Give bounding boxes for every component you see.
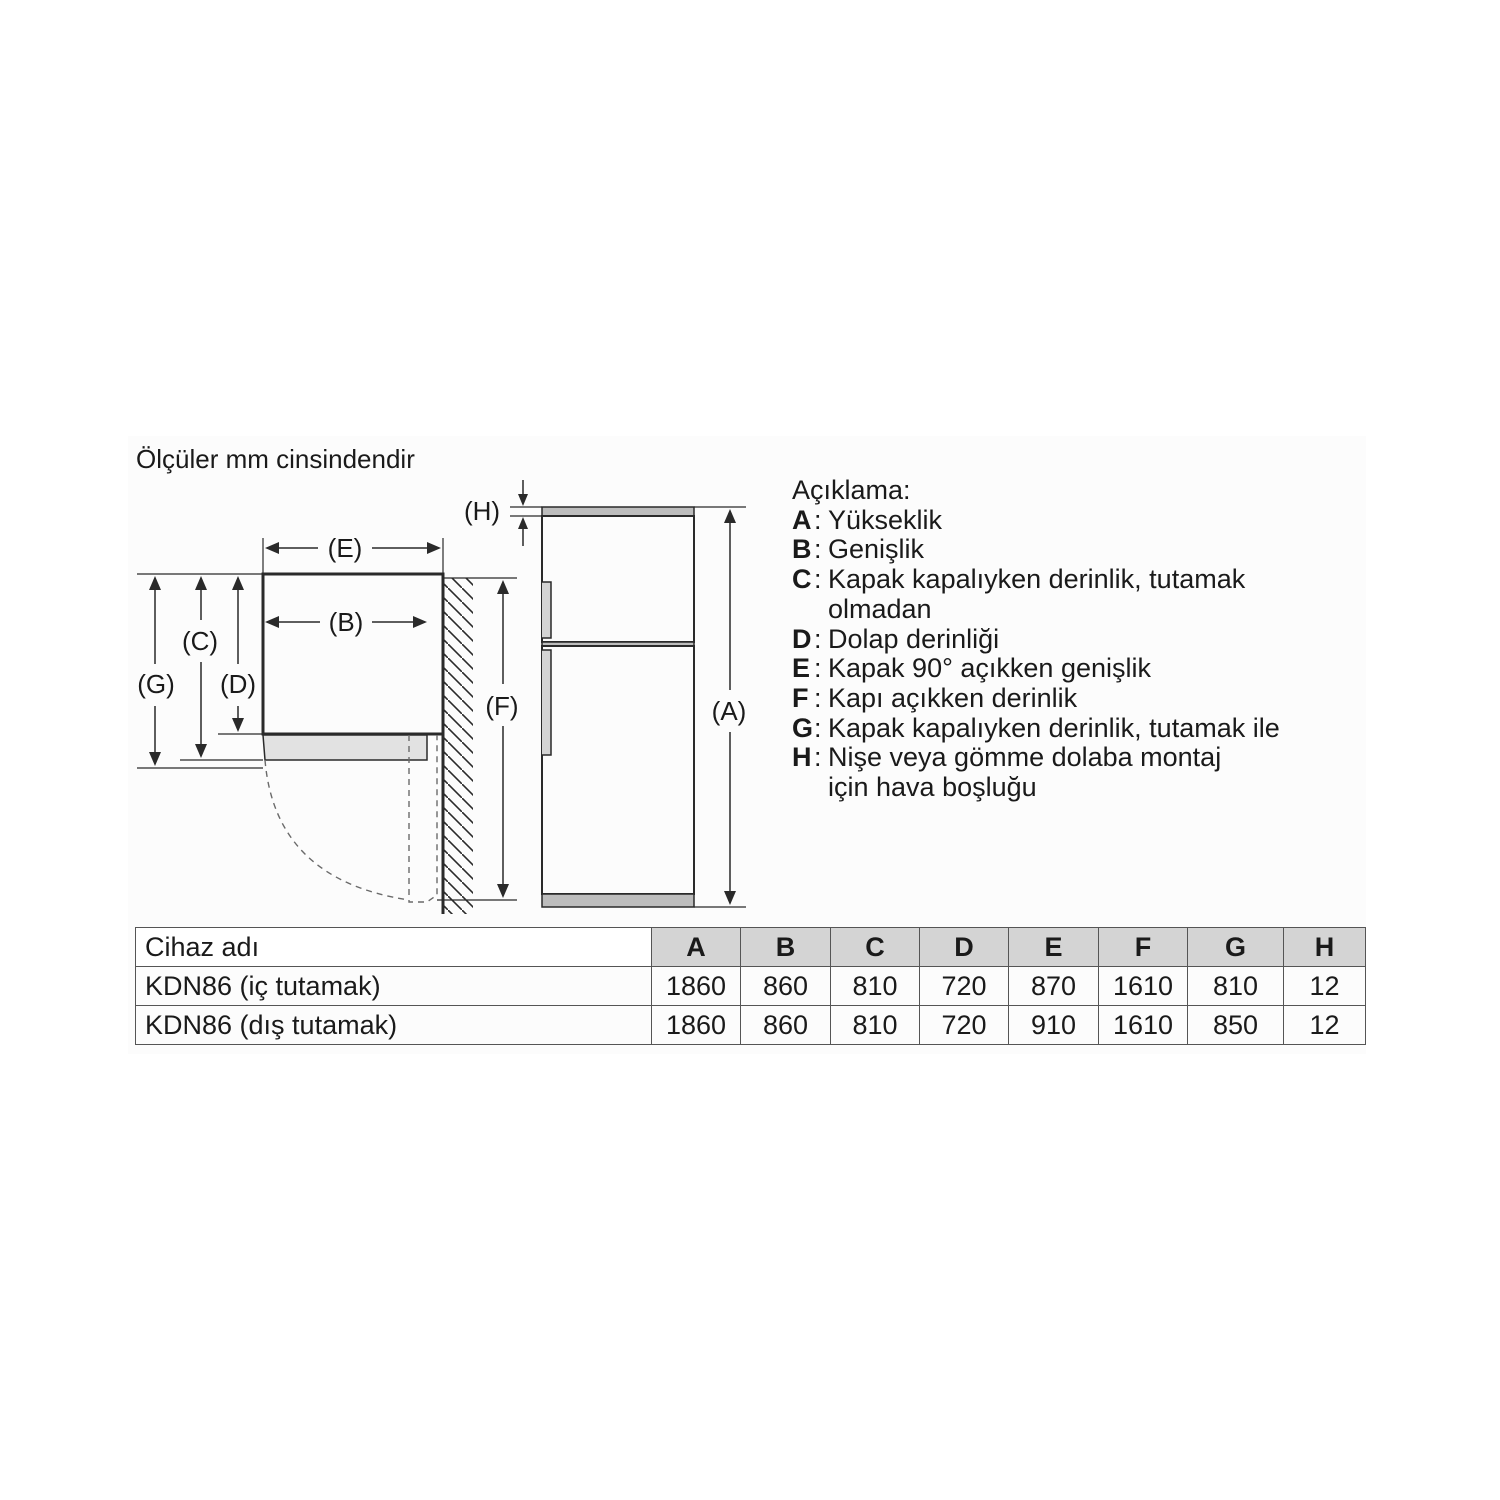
value-cell: 1610 — [1099, 967, 1188, 1006]
column-header: E — [1009, 928, 1099, 967]
value-cell: 860 — [741, 1006, 831, 1045]
column-header: G — [1188, 928, 1284, 967]
value-cell: 910 — [1009, 1006, 1099, 1045]
value-cell: 1860 — [652, 967, 741, 1006]
value-cell: 720 — [920, 967, 1009, 1006]
table-row — [136, 1006, 1366, 1045]
legend-text: Kapı açıkken derinlik — [828, 682, 1078, 713]
column-header-device-name: Cihaz adı — [136, 928, 652, 967]
legend-item-f: F : Kapı açıkken derinlik — [792, 684, 1338, 714]
device-name-cell: KDN86 (iç tutamak) — [136, 967, 652, 1006]
table-header-row — [136, 928, 1366, 967]
legend-text: Genişlik — [828, 534, 925, 565]
column-header: B — [741, 928, 831, 967]
dimension-d — [232, 576, 244, 732]
legend-item-g: G : Kapak kapalıyken derinlik, tutamak ile — [792, 714, 1338, 744]
fridge-handle — [542, 650, 551, 755]
value-cell: 810 — [1188, 967, 1284, 1006]
legend-key: F — [792, 682, 809, 713]
legend-title: Açıklama: — [792, 475, 911, 505]
legend-item-c: C : Kapak kapalıyken derinlik, tutamak olmadan — [792, 565, 1338, 624]
column-header: H — [1284, 928, 1366, 967]
value-cell: 12 — [1284, 1006, 1366, 1045]
dimension-h — [510, 480, 542, 546]
value-cell: 850 — [1188, 1006, 1284, 1045]
units-note: Ölçüler mm cinsindendir — [136, 444, 415, 474]
label-h: (H) — [463, 496, 501, 526]
value-cell: 1610 — [1099, 1006, 1188, 1045]
label-a: (A) — [711, 696, 747, 726]
legend-key: D — [792, 623, 812, 654]
column-header: D — [920, 928, 1009, 967]
label-g: (G) — [137, 669, 175, 699]
legend — [792, 476, 1338, 803]
value-cell: 870 — [1009, 967, 1099, 1006]
legend-text: Kapak kapalıyken derinlik, tutamak olmadan — [828, 564, 1246, 624]
legend-key: A — [792, 504, 812, 535]
label-f: (F) — [485, 691, 519, 721]
column-header: A — [652, 928, 741, 967]
legend-key: H — [792, 742, 812, 773]
column-header: F — [1099, 928, 1188, 967]
column-header: C — [831, 928, 920, 967]
legend-text: Dolap derinliği — [828, 623, 1000, 654]
dimension-table — [135, 927, 1366, 1045]
value-cell: 810 — [831, 1006, 920, 1045]
value-cell: 860 — [741, 967, 831, 1006]
bottom-base — [542, 894, 694, 907]
legend-item-d: D : Dolap derinliği — [792, 625, 1338, 655]
door-closed — [263, 735, 427, 760]
dimension-c — [195, 576, 207, 758]
value-cell: 12 — [1284, 967, 1366, 1006]
door-swing-arc — [265, 760, 409, 900]
legend-item-b: B : Genişlik — [792, 535, 1338, 565]
legend-key: C — [792, 564, 812, 595]
wall-hatching — [443, 578, 473, 914]
legend-key: B — [792, 534, 812, 565]
label-c: (C) — [181, 626, 219, 656]
top-view — [137, 533, 519, 914]
legend-item-h: H : Nişe veya gömme dolaba montaj için hava boşluğu — [792, 743, 1338, 802]
freezer-handle — [542, 582, 551, 638]
value-cell: 810 — [831, 967, 920, 1006]
table-row — [136, 967, 1366, 1006]
value-cell: 720 — [920, 1006, 1009, 1045]
legend-text: Kapak kapalıyken derinlik, tutamak ile — [828, 712, 1280, 743]
legend-key: E — [792, 653, 811, 684]
top-cap — [542, 507, 694, 516]
label-b: (B) — [328, 607, 364, 637]
legend-text: Yükseklik — [828, 504, 943, 535]
legend-item-a: A : Yükseklik — [792, 506, 1338, 536]
fridge-door — [542, 646, 694, 894]
legend-text: Nişe veya gömme dolaba montaj için hava boşluğu — [828, 742, 1222, 803]
value-cell: 1860 — [652, 1006, 741, 1045]
label-d: (D) — [219, 669, 257, 699]
label-e: (E) — [327, 533, 363, 563]
cabinet-top-view — [263, 574, 443, 734]
legend-item-e: E : Kapak 90° açıkken genişlik — [792, 654, 1338, 684]
freezer-door — [542, 516, 694, 642]
device-name-cell: KDN86 (dış tutamak) — [136, 1006, 652, 1045]
legend-text: Kapak 90° açıkken genişlik — [828, 653, 1151, 684]
legend-key: G — [792, 712, 814, 743]
dimension-f — [497, 580, 509, 898]
